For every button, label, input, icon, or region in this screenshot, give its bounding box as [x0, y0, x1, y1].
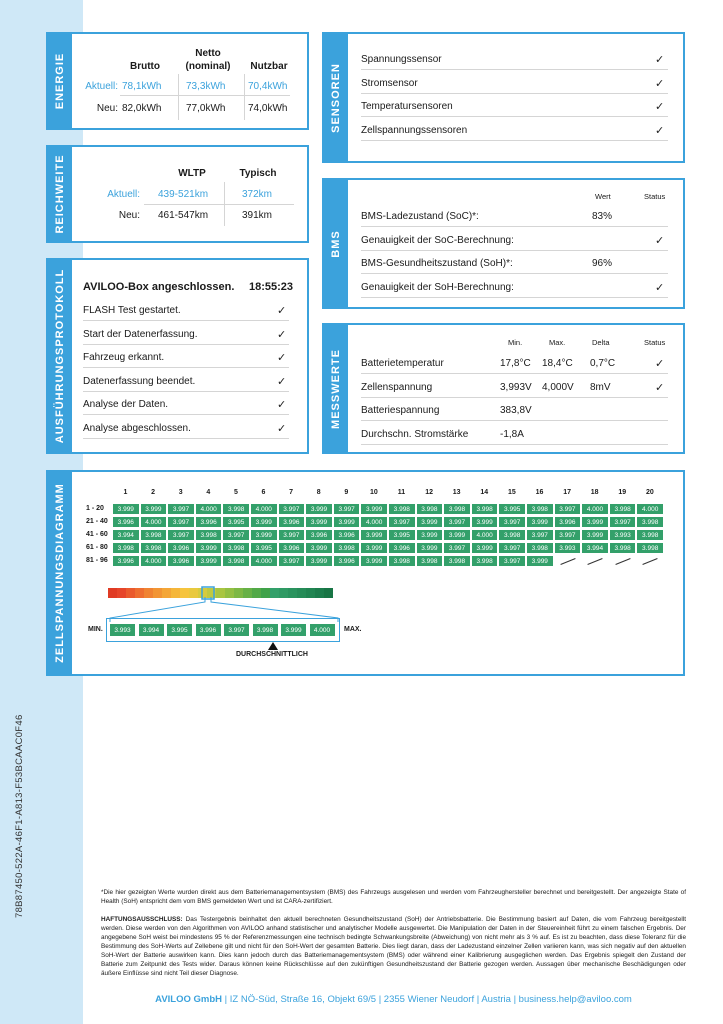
average-label: DURCHSCHNITTLICH	[236, 651, 308, 658]
messwerte-col-status: Status	[644, 338, 666, 347]
cell-voltage: 3.998	[416, 555, 444, 567]
cell-voltage: 4.000	[195, 503, 223, 515]
cell-voltage: 3.997	[167, 529, 195, 541]
energie-value: 77,0kWh	[186, 103, 226, 114]
divider	[244, 74, 245, 120]
divider	[361, 93, 668, 94]
energie-value: 82,0kWh	[122, 103, 162, 114]
cell-voltage: 3.999	[416, 529, 444, 541]
zoom-lines	[48, 472, 683, 674]
energie-header-nutzbar: Nutzbar	[250, 61, 288, 72]
cell-voltage: 3.997	[443, 516, 471, 528]
cell-voltage: 3.997	[278, 529, 306, 541]
max-label: MAX.	[344, 626, 362, 633]
cell-voltage: 3.996	[112, 516, 140, 528]
cell-voltage: 3.999	[195, 555, 223, 567]
row-label: 81 - 96	[86, 557, 108, 564]
column-number: 17	[563, 489, 571, 496]
protokoll-time: 18:55:23	[249, 281, 294, 293]
reichweite-header-wltp: WLTP	[178, 168, 206, 179]
cell-voltage: 3.997	[388, 516, 416, 528]
cell-voltage: 3.995	[388, 529, 416, 541]
column-number: 16	[535, 489, 544, 496]
cell-voltage: 3.999	[526, 516, 554, 528]
divider	[83, 344, 289, 345]
column-number: 13	[452, 489, 461, 496]
cell-voltage: 3.998	[471, 555, 499, 567]
reichweite-row-label: Neu:	[118, 210, 140, 221]
messwerte-row-label: Zellenspannung	[361, 381, 433, 393]
divider	[361, 444, 668, 445]
messwerte-row-label: Batterietemperatur	[361, 358, 444, 369]
protokoll-item: Fahrzeug erkannt.	[83, 352, 165, 363]
cell-voltage: 3.999	[305, 516, 333, 528]
cell-voltage: 3.995	[222, 516, 250, 528]
column-number: 12	[425, 489, 433, 496]
cell-voltage: 3.997	[554, 503, 582, 515]
cell-voltage: 3.999	[443, 529, 471, 541]
protokoll-item: Datenerfassung beendet.	[83, 375, 196, 387]
reichweite-title: REICHWEITE	[54, 154, 66, 234]
cell-voltage: 3.996	[278, 542, 306, 554]
scale-value: 3.995	[166, 623, 193, 637]
check-icon: ✓	[277, 328, 287, 341]
column-number: 20	[645, 489, 654, 496]
cell-voltage: 3.999	[305, 542, 333, 554]
column-number: 18	[590, 489, 599, 496]
cell-voltage: 3.998	[222, 542, 250, 554]
cell-voltage: 3.999	[360, 503, 388, 515]
check-icon: ✓	[655, 124, 665, 137]
city: 2355 Wiener Neudorf	[383, 994, 475, 1005]
cell-voltage: 3.999	[360, 529, 388, 541]
country: Austria	[481, 994, 511, 1005]
divider	[178, 74, 179, 120]
cell-voltage: 3.999	[112, 503, 140, 515]
row-label: 1 - 20	[86, 505, 104, 512]
messwerte-title: MESSWERTE	[330, 348, 342, 429]
cell-voltage: 3.997	[278, 555, 306, 567]
check-icon: ✓	[655, 54, 665, 66]
column-number: 2	[151, 489, 156, 496]
column-number: 8	[316, 489, 321, 496]
divider	[361, 297, 668, 298]
separator: |	[513, 994, 519, 1005]
divider	[361, 250, 668, 251]
cell-voltage: 3.997	[167, 503, 195, 515]
cell-voltage: 3.997	[554, 529, 582, 541]
cell-voltage: 4.000	[581, 503, 609, 515]
column-number: 15	[507, 489, 516, 496]
bms-card	[322, 178, 685, 309]
cell-voltage: 3.999	[581, 516, 609, 528]
cell-voltage: 3.996	[167, 555, 195, 567]
bms-value: 96%	[592, 258, 613, 269]
cell-voltage: 3.996	[167, 542, 195, 554]
bms-title: BMS	[330, 229, 342, 258]
reichweite-value: 439-521km	[158, 189, 209, 200]
protokoll-card	[46, 258, 309, 454]
footer-note: *Die hier gezeigten Werte wurden direkt aus dem Batteriemanagementsystem (BMS) des Fahrzeugs ausgelesen und werden vom Fahrzeughersteller berechnet und bereitgestellt. Der angezeigte State of Health (SoH) entspricht dem vom BMS gemeldeten Wert und ist CARA-zertifiziert.	[101, 889, 686, 905]
messwerte-delta: 8mV	[590, 381, 611, 393]
divider	[83, 414, 289, 415]
check-icon: ✓	[655, 101, 665, 113]
cell-voltage: 3.997	[526, 529, 554, 541]
cell-voltage: 3.999	[360, 555, 388, 567]
divider	[361, 226, 668, 227]
row-label: 61 - 80	[86, 544, 108, 551]
cell-voltage: 3.997	[222, 529, 250, 541]
check-icon: ✓	[277, 399, 287, 411]
energie-value: 70,4kWh	[248, 81, 288, 92]
cell-voltage: 3.998	[222, 555, 250, 567]
bms-col-status: Status	[644, 192, 666, 201]
row-label: 21 - 40	[86, 518, 108, 525]
bms-row-label: Genauigkeit der SoH-Berechnung:	[361, 281, 514, 293]
protokoll-tab	[48, 260, 72, 452]
protokoll-title: AUSFÜHRUNGSPROTOKOLL	[54, 268, 66, 444]
row-label: 41 - 60	[86, 531, 108, 538]
cell-voltage: 3.999	[416, 542, 444, 554]
cell-voltage: 3.997	[498, 555, 526, 567]
reichweite-card	[46, 145, 309, 243]
messwerte-min: 3,993V	[500, 381, 532, 393]
column-number: 4	[206, 489, 211, 496]
messwerte-max: 4,000V	[542, 381, 574, 393]
cell-voltage: 4.000	[471, 529, 499, 541]
messwerte-max: 18,4°C	[542, 358, 573, 369]
cell-voltage: 3.999	[305, 503, 333, 515]
energie-row-label: Neu:	[96, 103, 118, 114]
reichweite-value: 391km	[242, 210, 273, 221]
messwerte-min: 383,8V	[500, 405, 532, 416]
column-number: 14	[480, 489, 489, 496]
cell-voltage: 3.998	[526, 503, 554, 515]
reichweite-tab	[48, 147, 72, 241]
check-icon: ✓	[277, 422, 287, 435]
messwerte-col-max: Max.	[549, 338, 566, 347]
check-icon: ✓	[277, 352, 287, 364]
divider	[361, 140, 668, 141]
energie-value: 73,3kWh	[186, 81, 226, 92]
cell-voltage: 3.997	[167, 516, 195, 528]
average-marker	[268, 642, 278, 650]
cell-voltage: 3.998	[636, 542, 664, 554]
cell-voltage: 3.998	[636, 529, 664, 541]
scale-value: 3.993	[109, 623, 136, 637]
divider	[120, 95, 290, 96]
reichweite-header-typisch: Typisch	[239, 168, 277, 179]
sensor-item: Stromsensor	[361, 77, 418, 89]
column-number: 1	[123, 489, 128, 496]
cell-voltage: 3.998	[416, 503, 444, 515]
cell-voltage: 3.995	[498, 503, 526, 515]
column-number: 6	[261, 489, 266, 496]
cell-voltage: 3.994	[581, 542, 609, 554]
cell-voltage: 3.998	[498, 529, 526, 541]
cell-voltage: 3.998	[526, 542, 554, 554]
scale-value: 3.996	[195, 623, 222, 637]
cell-voltage: 3.994	[112, 529, 140, 541]
check-icon: ✓	[655, 234, 665, 247]
cell-voltage: 3.998	[443, 555, 471, 567]
reichweite-value: 372km	[242, 189, 273, 200]
cell-voltage: 3.998	[112, 542, 140, 554]
messwerte-card	[322, 323, 685, 454]
cell-voltage: 3.999	[581, 529, 609, 541]
scale-value: 3.997	[223, 623, 250, 637]
cell-voltage: 4.000	[250, 503, 278, 515]
messwerte-row-label: Batteriespannung	[361, 405, 440, 416]
messwerte-col-delta: Delta	[592, 338, 610, 347]
cell-voltage: 3.998	[609, 503, 637, 515]
divider	[361, 69, 668, 70]
divider	[361, 397, 668, 398]
bms-row-label: BMS-Gesundheitszustand (SoH)*:	[361, 258, 513, 269]
column-number: 19	[618, 489, 627, 496]
check-icon: ✓	[277, 375, 287, 388]
cell-voltage: 3.999	[195, 542, 223, 554]
separator: |	[378, 994, 384, 1005]
cell-voltage: 3.999	[416, 516, 444, 528]
zell-card	[46, 470, 685, 676]
cell-voltage: 3.998	[333, 542, 361, 554]
sensor-item: Spannungssensor	[361, 54, 442, 65]
cell-voltage: 3.997	[609, 516, 637, 528]
cell-voltage: 3.998	[609, 542, 637, 554]
cell-voltage: 3.999	[140, 503, 168, 515]
cell-voltage: 3.997	[443, 542, 471, 554]
cell-voltage: 3.993	[609, 529, 637, 541]
cell-voltage: 3.998	[443, 503, 471, 515]
divider	[224, 182, 225, 226]
divider	[361, 420, 668, 421]
email-link[interactable]: business.help@aviloo.com	[518, 994, 632, 1005]
cell-voltage: 3.999	[526, 555, 554, 567]
protokoll-item: Start der Datenerfassung.	[83, 328, 198, 340]
cell-voltage: 3.996	[554, 516, 582, 528]
energie-header-netto: Netto (nominal)	[185, 48, 231, 72]
document-id: 78B87450-522A-46F1-A813-F53BCAAC0F46	[14, 714, 25, 918]
column-number: 7	[289, 489, 294, 496]
check-icon: ✓	[277, 305, 287, 317]
energie-header-brutto: Brutto	[130, 61, 160, 72]
messwerte-min: -1,8A	[500, 428, 524, 440]
sensor-item: Temperatursensoren	[361, 101, 453, 112]
energie-value: 74,0kWh	[248, 103, 288, 114]
cell-voltage: 3.995	[250, 542, 278, 554]
cell-voltage: 3.997	[498, 516, 526, 528]
column-number: 9	[344, 489, 349, 496]
bms-value: 83%	[592, 211, 613, 222]
messwerte-min: 17,8°C	[500, 358, 531, 369]
cell-voltage: 4.000	[636, 503, 664, 515]
sensor-item: Zellspannungssensoren	[361, 124, 468, 136]
separator: |	[476, 994, 482, 1005]
address: IZ NÖ-Süd, Straße 16, Objekt 69/5	[229, 994, 377, 1005]
cell-voltage: 3.999	[305, 555, 333, 567]
cell-voltage: 3.996	[388, 542, 416, 554]
divider	[361, 116, 668, 117]
cell-voltage: 3.996	[333, 555, 361, 567]
cell-voltage: 3.997	[278, 503, 306, 515]
cell-voltage: 3.996	[195, 516, 223, 528]
protokoll-item: Analyse der Daten.	[83, 399, 169, 410]
cell-voltage: 3.998	[140, 529, 168, 541]
cell-voltage: 3.996	[112, 555, 140, 567]
cell-voltage: 3.998	[222, 503, 250, 515]
protokoll-item: FLASH Test gestartet.	[83, 305, 181, 316]
disclaimer	[101, 915, 686, 978]
sensoren-card	[322, 32, 685, 163]
check-icon: ✓	[655, 381, 665, 394]
cell-voltage: 3.998	[388, 503, 416, 515]
column-number: 3	[178, 489, 183, 496]
energie-title: ENERGIE	[54, 52, 66, 110]
cell-voltage: 3.993	[554, 542, 582, 554]
cell-voltage: 3.996	[333, 529, 361, 541]
cell-voltage: 3.997	[498, 542, 526, 554]
cell-voltage: 3.998	[140, 542, 168, 554]
sensoren-title: SENSOREN	[330, 62, 342, 133]
messwerte-delta: 0,7°C	[590, 358, 616, 369]
check-icon: ✓	[655, 77, 665, 90]
check-icon: ✓	[655, 358, 665, 370]
cell-voltage: 4.000	[140, 516, 168, 528]
scale-value: 3.994	[138, 623, 165, 637]
messwerte-tab	[324, 325, 348, 452]
separator: |	[224, 994, 230, 1005]
energie-tab	[48, 34, 72, 128]
scale-value: 3.998	[252, 623, 279, 637]
divider	[83, 320, 289, 321]
messwerte-row-label: Durchschn. Stromstärke	[361, 428, 469, 440]
reichweite-value: 461-547km	[158, 210, 209, 221]
sensoren-tab	[324, 34, 348, 161]
cell-voltage: 3.997	[333, 503, 361, 515]
divider	[144, 204, 294, 205]
divider	[83, 391, 289, 392]
bms-row-label: BMS-Ladezustand (SoC)*:	[361, 211, 479, 222]
zell-title: ZELLSPANNUNGSDIAGRAMM	[54, 483, 66, 663]
scale-value: 4.000	[309, 623, 336, 637]
disclaimer-text: Das Testergebnis beinhaltet den aktuell berechneten Gesundheitszustand (SoH) der Antriebsbatterie. Die Bestimmung basiert auf Daten, die vom Fahrzeug bereitgestellt werden. Diese werden von den Algorithmen von AVILOO anhand statistischer und analytischer Modelle ausgewertet. Die Manipulation der Daten in der Steuereinheit führt zu einem falschen Ergebnis. Der angegebene SoH weist bei mindestens 95 % der Referenzmessungen eine technisch bedingte Schwankungsbreite (Abweichung) von nicht mehr als 3 % auf. Es ist zu beachten, dass diese Toleranz für die Bestimmung des SoH-Werts auf Zellebene gilt und nicht für den SoH-Wert der gesamten Batterie. Dies liegt daran, dass der Ladezustand einzelner Zellen variieren kann, was sich negativ auf den aktuellen SoH-Wert der Batterie auswirken kann. Dies kann jedoch durch das Batteriemanagementsystem (BMS) oder während einer Kalibrierung ausgeglichen werden. Das Ergebnis spiegelt den Zustand der Batterie zum Zeitpunkt des Tests wider. Daraus können keine Rückschlüsse auf den zukünftigen Gesundheitszustand der Batterie gezogen werden. Aussagen über mechanische Beschädigungen oder äußere Einflüsse sind nicht Teil dieser Diagnose.	[101, 916, 686, 977]
energie-card	[46, 32, 309, 130]
reichweite-row-label: Aktuell:	[107, 189, 140, 200]
bms-col-wert: Wert	[595, 192, 611, 201]
divider	[83, 438, 289, 439]
check-icon: ✓	[655, 281, 665, 294]
column-number: 5	[233, 489, 238, 496]
footer-address-line	[101, 994, 686, 1005]
cell-voltage: 3.999	[471, 516, 499, 528]
messwerte-col-min: Min.	[508, 338, 523, 347]
bms-tab	[324, 180, 348, 307]
divider	[83, 367, 289, 368]
column-number: 11	[397, 489, 406, 496]
cell-voltage: 3.996	[278, 516, 306, 528]
company-name: AVILOO GmbH	[155, 994, 223, 1005]
cell-voltage: 3.996	[305, 529, 333, 541]
cell-voltage: 3.999	[333, 516, 361, 528]
cell-voltage: 3.998	[471, 503, 499, 515]
disclaimer-title: HAFTUNGSAUSSCHLUSS:	[101, 916, 183, 923]
energie-value: 78,1kWh	[122, 81, 162, 92]
cell-voltage: 3.998	[636, 516, 664, 528]
scale-value: 3.999	[280, 623, 307, 637]
energie-row-label: Aktuell:	[85, 81, 118, 92]
protokoll-item: Analyse abgeschlossen.	[83, 422, 191, 434]
cell-voltage: 3.999	[250, 529, 278, 541]
cell-voltage: 3.999	[360, 542, 388, 554]
protokoll-heading: AVILOO-Box angeschlossen.	[83, 281, 235, 293]
cell-voltage: 3.998	[388, 555, 416, 567]
cell-voltage: 4.000	[140, 555, 168, 567]
cell-voltage: 4.000	[250, 555, 278, 567]
column-number: 10	[369, 489, 378, 496]
min-label: MIN.	[88, 626, 103, 633]
divider	[361, 373, 668, 374]
cell-voltage: 3.998	[195, 529, 223, 541]
divider	[361, 273, 668, 274]
cell-voltage: 3.999	[250, 516, 278, 528]
bms-row-label: Genauigkeit der SoC-Berechnung:	[361, 234, 514, 246]
cell-voltage: 4.000	[360, 516, 388, 528]
cell-voltage: 3.999	[471, 542, 499, 554]
